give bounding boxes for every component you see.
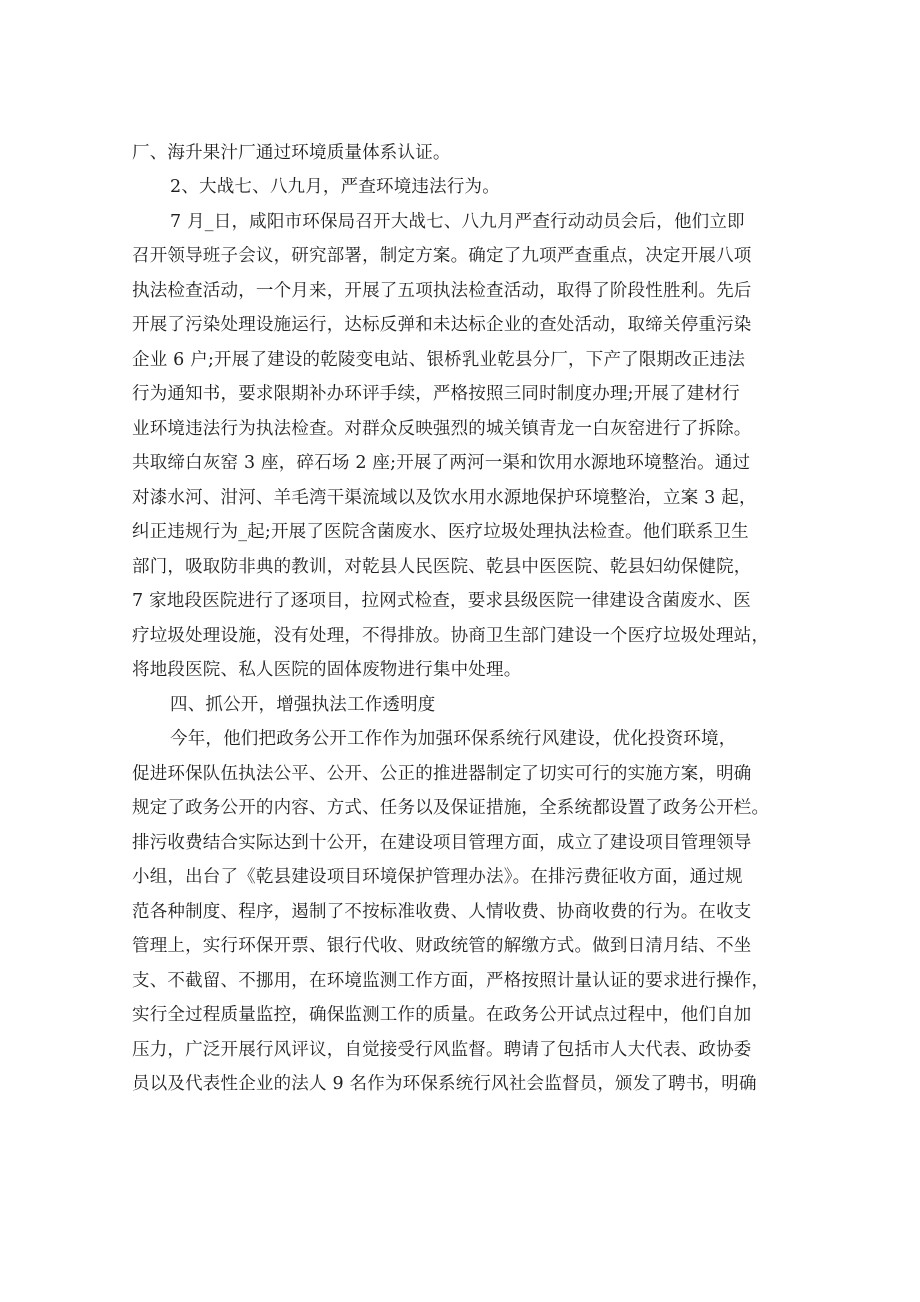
- section-heading: 四、抓公开，增强执法工作透明度: [170, 695, 436, 715]
- text-line: 企业 6 户;开展了建设的乾陵变电站、银桥乳业乾县分厂，下产了限期改正违法: [132, 350, 746, 370]
- text-line: 厂、海升果汁厂通过环境质量体系认证。: [132, 143, 451, 163]
- text-line: 排污收费结合实际达到十公开，在建设项目管理方面，成立了建设项目管理领导: [132, 833, 752, 853]
- text-line: 纠正违规行为_起;开展了医院含菌废水、医疗垃圾处理执法检查。他们联系卫生: [132, 522, 749, 542]
- text-line: 执法检查活动，一个月来，开展了五项执法检查活动，取得了阶段性胜利。先后: [132, 281, 752, 301]
- text-line: 促进环保队伍执法公平、公开、公正的推进器制定了切实可行的实施方案，明确: [132, 764, 752, 784]
- text-line: 7 家地段医院进行了逐项目，拉网式检查，要求县级医院一律建设含菌废水、医: [132, 591, 751, 611]
- text-line: 召开领导班子会议，研究部署，制定方案。确定了九项严查重点，决定开展八项: [132, 246, 752, 266]
- text-line: 实行全过程质量监控，确保监测工作的质量。在政务公开试点过程中，他们自加: [132, 1005, 752, 1025]
- text-line: 行为通知书，要求限期补办环评手续，严格按照三同时制度办理;开展了建材行: [132, 384, 740, 404]
- text-line: 范各种制度、程序，遏制了不按标准收费、人情收费、协商收费的行为。在收支: [132, 902, 752, 922]
- text-line: 部门，吸取防非典的教训，对乾县人民医院、乾县中医医院、乾县妇幼保健院，: [132, 557, 752, 577]
- text-line: 管理上，实行环保开票、银行代收、财政统管的解缴方式。做到日清月结、不坐: [132, 936, 752, 956]
- text-line: 对漆水河、泔河、羊毛湾干渠流域以及饮水用水源地保护环境整治，立案 3 起，: [132, 488, 757, 508]
- text-line: 支、不截留、不挪用，在环境监测工作方面，严格按照计量认证的要求进行操作，: [132, 971, 770, 991]
- text-line: 7 月_日，咸阳市环保局召开大战七、八九月严查行动动员会后，他们立即: [170, 212, 745, 232]
- text-line: 今年，他们把政务公开工作作为加强环保系统行风建设，优化投资环境，: [170, 729, 737, 749]
- text-line: 员以及代表性企业的法人 9 名作为环保系统行风社会监督员，颁发了聘书，明确: [132, 1074, 757, 1094]
- section-heading: 2、大战七、八九月，严查环境违法行为。: [170, 177, 500, 197]
- text-line: 规定了政务公开的内容、方式、任务以及保证措施，全系统都设置了政务公开栏。: [132, 798, 770, 818]
- text-line: 压力，广泛开展行风评议，自觉接受行风监督。聘请了包括市人大代表、政协委: [132, 1040, 752, 1060]
- text-line: 小组，出台了《乾县建设项目环境保护管理办法》。在排污费征收方面，通过规: [132, 867, 743, 887]
- text-line: 将地段医院、私人医院的固体废物进行集中处理。: [132, 660, 522, 680]
- text-line: 开展了污染处理设施运行，达标反弹和未达标企业的查处活动，取缔关停重污染: [132, 315, 752, 335]
- text-line: 共取缔白灰窑 3 座，碎石场 2 座;开展了两河一渠和饮用水源地环境整治。通过: [132, 453, 751, 473]
- text-line: 疗垃圾处理设施，没有处理，不得排放。协商卫生部门建设一个医疗垃圾处理站，: [132, 626, 770, 646]
- text-line: 业环境违法行为执法检查。对群众反映强烈的城关镇青龙一白灰窑进行了拆除。: [132, 419, 752, 439]
